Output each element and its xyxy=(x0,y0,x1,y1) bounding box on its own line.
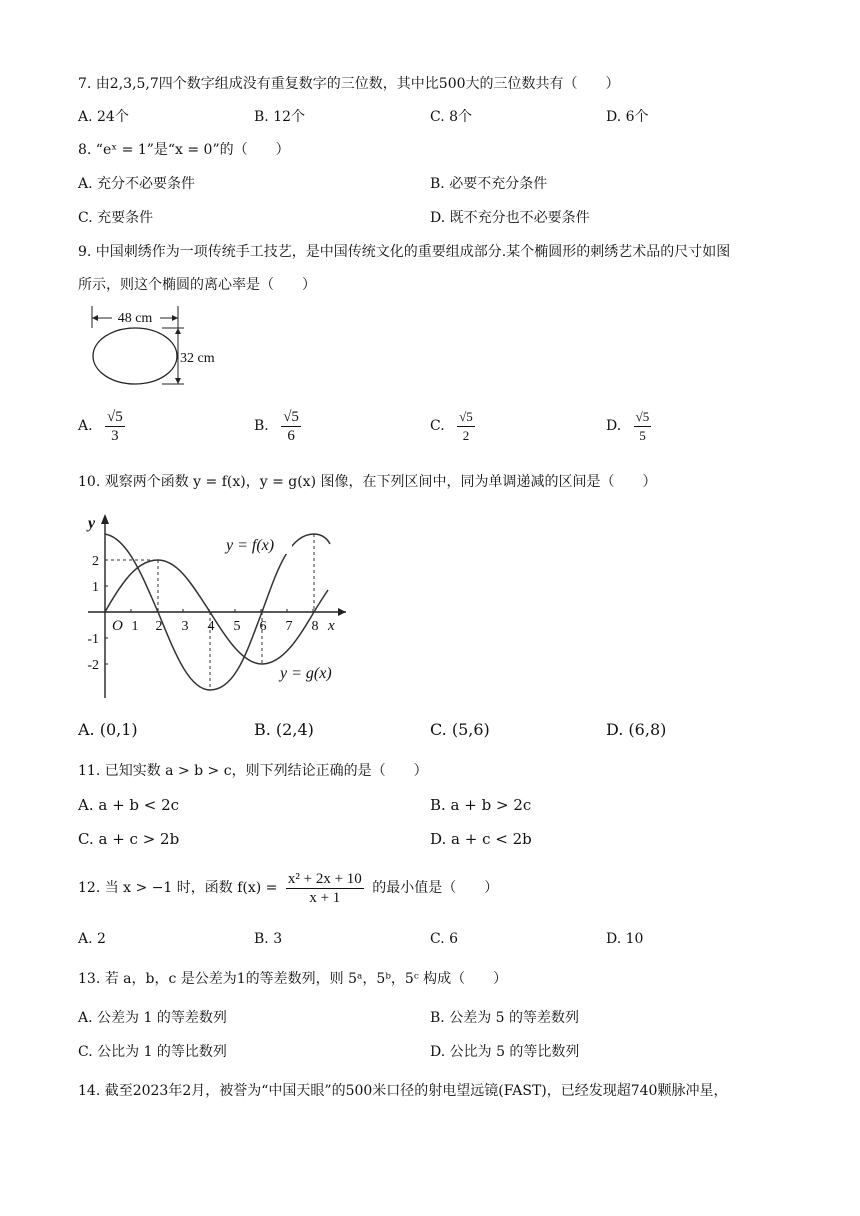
q9-option-c-den: 2 xyxy=(462,427,470,443)
question-9-line1: 9. 中国刺绣作为一项传统手工技艺，是中国传统文化的重要组成部分.某个椭圆形的刺绣艺术品的尺寸如图 xyxy=(78,244,731,260)
y-tick-label-2: 2 xyxy=(92,554,99,569)
q9-option-b-num: √5 xyxy=(283,408,299,425)
y-tick-label--1: -1 xyxy=(87,632,99,647)
q7-option-a: A. 24个 xyxy=(78,109,129,125)
y-axis-arrow xyxy=(101,514,109,524)
q12-option-d: D. 10 xyxy=(606,931,644,947)
q9-option-b-letter: B. xyxy=(254,418,269,434)
q12-option-c: C. 6 xyxy=(430,931,459,947)
q9-option-c-letter: C. xyxy=(430,418,445,434)
q9-option-d xyxy=(606,402,651,450)
q11-option-d: D. a + c < 2b xyxy=(430,830,532,848)
x-tick-label-6: 6 xyxy=(259,619,267,634)
q10-option-b: B. (2,4) xyxy=(254,720,314,739)
q11-option-b: B. a + b > 2c xyxy=(430,796,532,814)
q12-option-b: B. 3 xyxy=(254,931,283,947)
y-tick-label-1: 1 xyxy=(92,580,99,595)
q10-option-a: A. (0,1) xyxy=(78,720,138,739)
x-tick-label-4: 4 xyxy=(207,619,215,634)
question-7-text: 7. 由2,3,5,7四个数字组成没有重复数字的三位数，其中比500大的三位数共有（ ） xyxy=(78,76,620,92)
q9-option-c xyxy=(430,402,475,450)
question-13-text: 13. 若 a，b，c 是公差为1的等差数列，则 5ᵃ，5ᵇ，5ᶜ 构成（ ） xyxy=(78,971,508,987)
x-axis-label: x xyxy=(328,618,335,634)
y-axis-label: y xyxy=(88,515,96,532)
q11-option-c: C. a + c > 2b xyxy=(78,830,180,848)
q9-option-a-letter: A. xyxy=(78,418,93,434)
x-tick-label-8: 8 xyxy=(311,619,319,634)
x-tick-label-7: 7 xyxy=(285,619,293,634)
question-12-numerator: x² + 2x + 10 xyxy=(287,870,362,887)
q9-option-a-den: 3 xyxy=(111,427,119,444)
q9-option-c-num: √5 xyxy=(457,408,475,427)
q13-option-d: D. 公比为 5 的等比数列 xyxy=(430,1044,580,1060)
question-8-text: 8. “eˣ = 1”是“x = 0”的（ ） xyxy=(78,142,290,158)
ellipse-height-label: 32 cm xyxy=(180,351,215,366)
question-11-text: 11. 已知实数 a > b > c，则下列结论正确的是（ ） xyxy=(78,763,428,779)
q8-option-b: B. 必要不充分条件 xyxy=(430,176,548,192)
q9-option-d-letter: D. xyxy=(606,418,622,434)
q9-option-b xyxy=(254,402,301,450)
q11-option-a: A. a + b < 2c xyxy=(78,796,180,814)
question-12-prefix: 12. 当 x > −1 时，函数 f(x) = xyxy=(78,880,278,896)
q9-option-d-num: √5 xyxy=(634,408,652,427)
question-9-line2: 所示，则这个椭圆的离心率是（ ） xyxy=(78,277,316,293)
y-tick-label--2: -2 xyxy=(87,658,99,673)
ellipse-figure xyxy=(82,302,242,390)
q9-option-d-den: 5 xyxy=(639,427,646,443)
q9-option-a xyxy=(78,402,125,450)
x-tick-label-1: 1 xyxy=(131,619,139,634)
function-graph xyxy=(78,508,354,704)
question-12-suffix: 的最小值是（ ） xyxy=(372,880,499,896)
q7-option-d: D. 6个 xyxy=(606,109,649,125)
q8-option-a: A. 充分不必要条件 xyxy=(78,176,196,192)
x-tick-label-5: 5 xyxy=(233,619,241,634)
q12-option-a: A. 2 xyxy=(78,931,106,947)
q7-option-c: C. 8个 xyxy=(430,109,473,125)
question-14-text: 14. 截至2023年2月，被誉为“中国天眼”的500米口径的射电望远镜(FAST)，已经发现超740颗脉冲星， xyxy=(78,1083,728,1099)
question-10-text: 10. 观察两个函数 y = f(x)，y = g(x) 图像，在下列区间中，同为单调递减的区间是（ ） xyxy=(78,474,657,490)
f-label: y = f(x) xyxy=(226,537,275,554)
q13-option-b: B. 公差为 5 的等差数列 xyxy=(430,1010,579,1026)
q7-option-b: B. 12个 xyxy=(254,109,306,125)
origin-label: O xyxy=(112,618,123,634)
x-axis-arrow xyxy=(338,608,346,616)
x-ticks xyxy=(131,609,319,634)
question-12-denominator: x + 1 xyxy=(309,889,341,906)
x-tick-label-3: 3 xyxy=(181,619,189,634)
g-label: y = g(x) xyxy=(280,665,332,682)
q10-option-d: D. (6,8) xyxy=(606,720,667,739)
question-12 xyxy=(78,866,498,910)
q10-option-c: C. (5,6) xyxy=(430,720,490,739)
q8-option-d: D. 既不充分也不必要条件 xyxy=(430,210,590,226)
q9-option-a-num: √5 xyxy=(107,408,123,425)
q8-option-c: C. 充要条件 xyxy=(78,210,154,226)
x-tick-label-2: 2 xyxy=(155,619,163,634)
ellipse-width-label: 48 cm xyxy=(117,311,153,326)
q13-option-a: A. 公差为 1 的等差数列 xyxy=(78,1010,227,1026)
q9-option-b-den: 6 xyxy=(287,427,295,444)
q13-option-c: C. 公比为 1 的等比数列 xyxy=(78,1044,227,1060)
